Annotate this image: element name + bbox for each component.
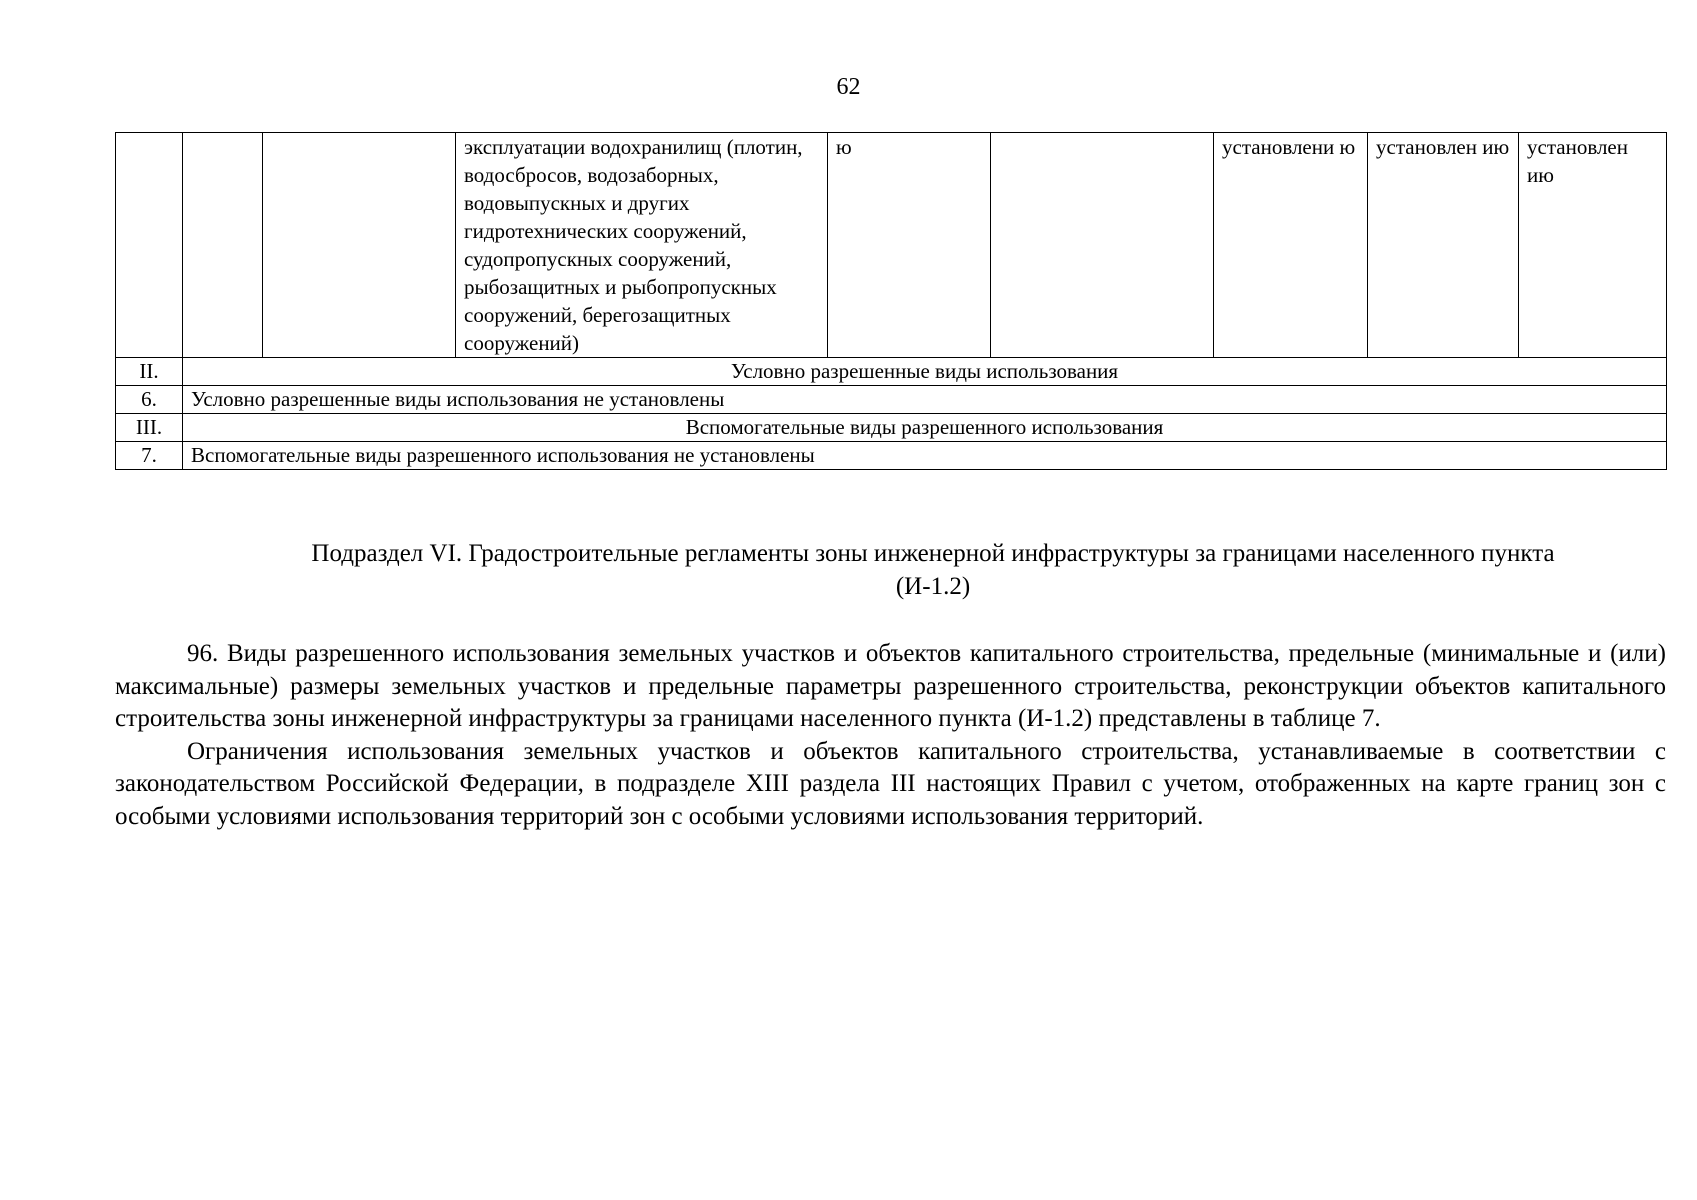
table-cell-col8: установлен ию [1368, 133, 1519, 358]
table-cell-col5: ю [828, 133, 991, 358]
table-cell-col9: установлен ию [1519, 133, 1667, 358]
table-row-continued [116, 133, 1667, 358]
subsection-code: (И-1.2) [895, 573, 971, 600]
section-title: Условно разрешенные виды использования [183, 358, 1667, 386]
paragraph: Ограничения использования земельных участков и объектов капитального строительства, устанавливаемые в соответствии с законодательством Российской Федерации, в подразделе XIII раздела III настоящих Правил с учетом, отображенных на карте границ зон с особыми условиями использования территорий зон с особыми условиями использования территорий. [115, 737, 1666, 830]
body-text [115, 638, 1666, 833]
table-row [116, 442, 1667, 470]
section-number: III. [116, 414, 183, 442]
regulations-table [115, 132, 1667, 470]
row-number: 6. [116, 386, 183, 414]
table-row-section [116, 414, 1667, 442]
row-number: 7. [116, 442, 183, 470]
table-cell-col7: установлени ю [1214, 133, 1368, 358]
row-text: Условно разрешенные виды использования не установлены [183, 386, 1667, 414]
table-cell-code [183, 133, 263, 358]
section-title: Вспомогательные виды разрешенного использования [183, 414, 1667, 442]
table-cell-name [263, 133, 456, 358]
subsection-heading [200, 537, 1666, 603]
table-cell-description: эксплуатации водохранилищ (плотин, водосбросов, водозаборных, водовыпускных и других гидротехнических сооружений, судопропускных сооружений, рыбозащитных и рыбопропускных сооружений, берегозащитных сооружений) [456, 133, 828, 358]
table-cell-col6 [991, 133, 1214, 358]
paragraph: 96. Виды разрешенного использования земельных участков и объектов капитального строительства, предельные (минимальные и (или) максимальные) размеры земельных участков и предельные параметры разрешенного строительства, реконструкции объектов капитального строительства зоны инженерной инфраструктуры за границами населенного пункта (И-1.2) представлены в таблице 7. [115, 640, 1666, 732]
table-row [116, 386, 1667, 414]
page-number: 62 [836, 74, 861, 100]
row-text: Вспомогательные виды разрешенного использования не установлены [183, 442, 1667, 470]
table-row-section [116, 358, 1667, 386]
subsection-title: Подраздел VI. Градостроительные регламенты зоны инженерной инфраструктуры за границами населенного пункта [311, 540, 1555, 567]
table-cell-number [116, 133, 183, 358]
section-number: II. [116, 358, 183, 386]
